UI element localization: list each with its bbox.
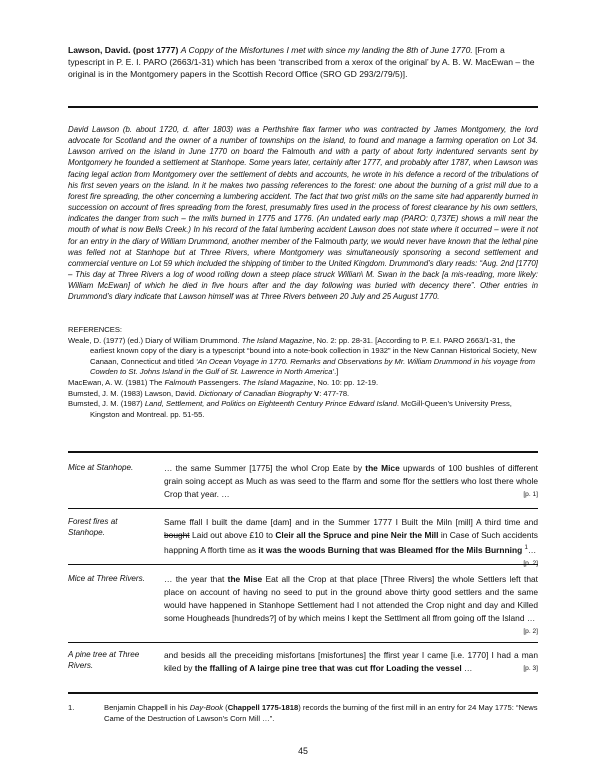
introduction-paragraph (68, 124, 538, 303)
section-divider (68, 106, 538, 108)
entry-divider (68, 564, 538, 565)
footnote-number: 1. (68, 703, 75, 712)
extract-text: … the year that the Mise Eat all the Crop at that place [Three Rivers] the whole Settlers left that place on account of having no seed to put in the ground above thirty good settlers and the same would have happened in Stanhope Settlement had I not attended the Crop night and day and Killed some Hougheads [hundreds?] of by which meins I kept the Settlment all ffrom going off the Island … [p. 2] (164, 573, 538, 638)
ship-name: Falmouth (314, 236, 348, 246)
reference-item: Bumsted, J. M. (1987) Land, Settlement, and Politics on Eighteenth Century Prince Edward Island. McGill-Queen’s University Press, Kingston and Montreal. pp. 51-55. (68, 399, 512, 419)
section-divider (68, 692, 538, 694)
intro-text: and with a party of about forty indentured servants sent by Montgomery he founded a settlement at Stanhope. Some years later, certainly after 1777, and probably after 1787, when Lawson was facing legal action from Montgomery over the settlement of debts and accounts, he wrote in his defence a record of the tribulations of his first seven years on the island. In it he makes two passing references to the forest: one about the burning of a grist mill due to a forest fire spreading, the other concerning a lumbering accident. The fact that two grist mills on the same site had apparently burned in succession on account of fires spreading from the forest, presumably fires used in the process of forest clearance by his own settlers, indicates the danger from such – the mills burned in 1775 and 1776. (An undated early map (PARO: 0,737E) shows a mill near the mouth of what is now Bells Creek.) In his record of the fatal lumbering accident Lawson does not state where it occurred – were it not for an entry in the diary of William Drummond, another member of the (68, 147, 538, 246)
margin-note: Forest fires at Stanhope. (68, 517, 118, 538)
page-reference: [p. 2] (523, 628, 538, 636)
references-section (68, 325, 538, 420)
page-reference: [p. 1] (523, 491, 538, 499)
footnote-marker: 1 (524, 545, 528, 552)
document-title: A Coppy of the Misfortunes I met with since my landing the 8th of June 1770. (180, 45, 473, 55)
footnote (68, 703, 538, 725)
entry-date: (post 1777) (132, 45, 179, 55)
extract-text: Same ffall I built the dame [dam] and in the Summer 1777 I Built the Miln [mill] A third time and bought Laid out above £10 to Cleir all the Spruce and pine Neir the Mill in Case of Such accidents happning A fforth time as it was the woods Burning that was Bleamed ffor the Mils Burnning $^1$… (164, 516, 538, 570)
struck-word: bought (164, 530, 190, 541)
page-reference: [p. 3] (523, 665, 538, 673)
author-name: Lawson, David. (68, 45, 131, 55)
entry-divider (68, 508, 538, 509)
source-note: [From a typescript in P. E. I. PARO (2663/1-31) which has been ‘transcribed from a xerox of the original’ by A. B. W. MacEwan – the original is in the Montgomery papers in the Scottish Record Office (SRO GD 293/2/79/5)]. (68, 45, 535, 80)
reference-item: Weale, D. (1977) (ed.) Diary of William Drummond. The Island Magazine, No. 2: pp. 28-31. [According to P. E.I. PARO 2663/1-31, the earliest known copy of the diary is a typescript “bound into a note-book collection in 1932” in the New Cannan Historical Society, New Canaan, Connecticut and titled ‘An Ocean Voyage in 1770. Remarks and Observations by Mr. William Drummond in his voyage from Cowden to St. Johns Island in the Gulf of St. Lawrence in North America’.] (68, 335, 537, 377)
margin-note: A pine tree at Three Rivers. (68, 650, 140, 671)
entry-divider (68, 642, 538, 643)
reference-item: Bumsted, J. M. (1983) Lawson, David. Dictionary of Canadian Biography V: 477-78. (68, 388, 350, 398)
bibliographic-header (68, 44, 538, 81)
intro-text: David Lawson (b. about 1720, d. after 1803) was a Perthshire flax farmer who was contracted by James Montgomery, the lord advocate for Scotland and the owner of a number of townships on the island, to found and manage a farming operation on Lot 34. Lawson arrived on the island in June 1770 on board the (68, 125, 538, 157)
reference-item: MacEwan, A. W. (1981) The Falmouth Passengers. The Island Magazine, No. 10: pp. 12-19. (68, 377, 379, 387)
extract-text: and besids all the preceiding misfortans [misfortunes] the ffirst year I came [i.e. 1770] I had a man kiled by the ffalling of A lairge pine tree that was cut ffor Loading the vessel … [p. 3] (164, 649, 538, 675)
intro-text: party, we would never have known that the lethal pine was felled not at Stanhope but at Three Rivers, where Montgomery was simultaneously sponsoring a second settlement and commercial venture on Lot 59 which included the shipping of timber to the United Kingdom. Drummond’s diary reads: “Aug. 2nd [1770] – This day at Three Rivers a log of wood rolling down a steep place struck Willian\ M. Swan in the back [a mis-reading, more likely: William McEwan] of which he died in five hours after and the day following was buried with decency there”. Other entries in Drummond’s diary indicate that Lawson himself was at Three Rivers between 20 July and 25 August 1770. (68, 236, 538, 302)
references-heading: REFERENCES: (68, 325, 123, 334)
page-number: 45 (298, 746, 308, 756)
footnote-text: Benjamin Chappell in his Day-Book (Chappell 1775-1818) records the burning of the first mill in an entry for 24 May 1775: “News Came of the Destruction of Lawson’s Corn Mill …”. (104, 703, 538, 723)
margin-note: Mice at Stanhope. (68, 463, 134, 472)
section-divider (68, 451, 538, 453)
extract-text: … the same Summer [1775] the whol Crop Eate by the Mice upwards of 100 bushles of different grain soing accept as Much as was seed to the ffarm and some ffor the settlers who lost there whole Crop that year. … [p. 1] (164, 462, 538, 501)
ship-name: Falmouth (282, 147, 316, 157)
margin-note: Mice at Three Rivers. (68, 574, 145, 583)
